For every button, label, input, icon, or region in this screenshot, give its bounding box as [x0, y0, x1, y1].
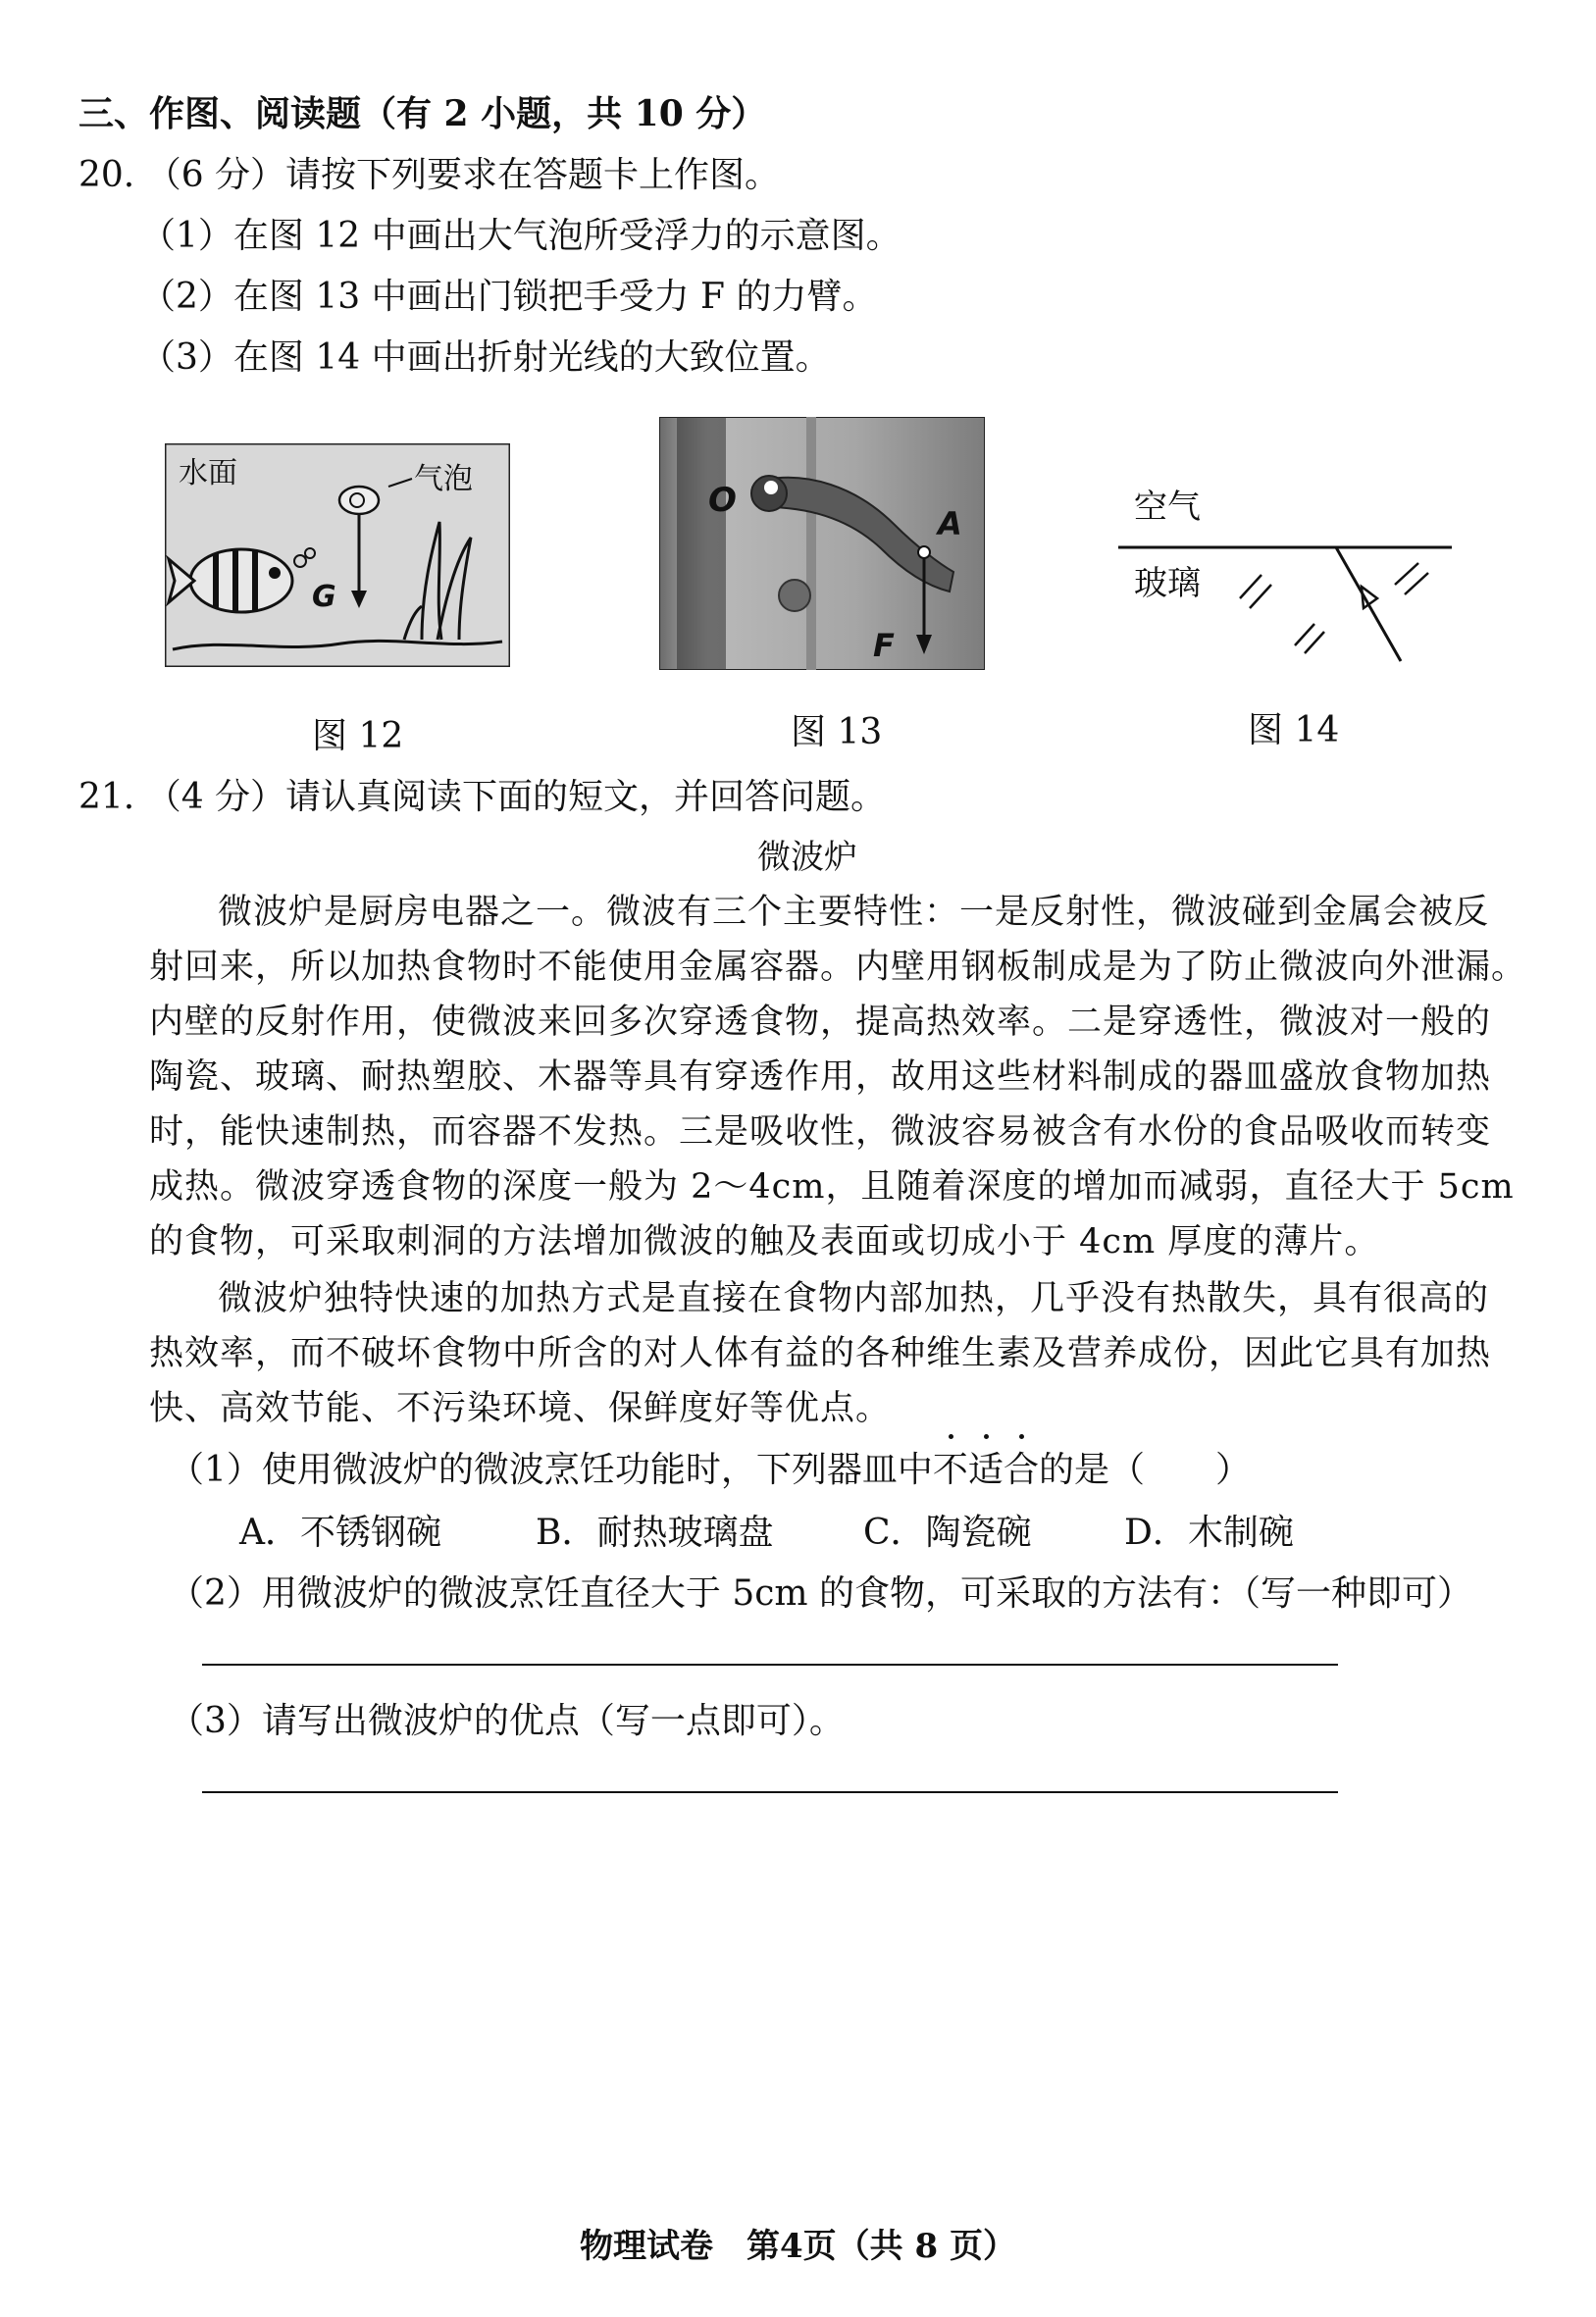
- q20-item-2: （2）在图 13 中画出门锁把手受力 F 的力臂。: [140, 277, 878, 317]
- q21-sub2: （2）用微波炉的微波烹饪直径大于 5cm 的食物，可采取的方法有：（写一种即可）: [169, 1573, 1472, 1614]
- fig13-a-label: A: [938, 505, 962, 542]
- fig14-air-label: 空气: [1134, 488, 1201, 527]
- emphasis-char-3: 合: [1004, 1442, 1039, 1492]
- para2-line-2: 热效率，而不破坏食物中所含的对人体有益的各种维生素及营养成份，因此它具有加热: [149, 1334, 1492, 1373]
- page-footer: 物理试卷 第4页（共 8 页）: [580, 2227, 1016, 2266]
- para1-line-4: 陶瓷、玻璃、耐热塑胶、木器等具有穿透作用，故用这些材料制成的器皿盛放食物加热: [149, 1057, 1492, 1097]
- article-title: 微波炉: [757, 838, 857, 877]
- fig14-caption: 图 14: [1248, 710, 1340, 750]
- figure-12: [165, 443, 510, 667]
- q21-stem: 21. （4 分）请认真阅读下面的短文，并回答问题。: [78, 777, 887, 817]
- fig13-caption: 图 13: [791, 712, 883, 752]
- para1-line-6: 成热。微波穿透食物的深度一般为 2～4cm，且随着深度的增加而减弱，直径大于 5cm: [149, 1167, 1515, 1207]
- emphasis-char-2: 适: [968, 1442, 1004, 1492]
- glass-hatching: [1240, 563, 1428, 653]
- option-a: A．不锈钢碗: [239, 1513, 441, 1553]
- section-heading: 三、作图、阅读题（有 2 小题，共 10 分）: [78, 93, 767, 134]
- fig12-water-label: 水面: [179, 456, 237, 490]
- sub1-prefix: （1）使用微波炉的微波烹饪功能时，下列器皿中: [169, 1450, 933, 1490]
- para2-line-1: 微波炉独特快速的加热方式是直接在食物内部加热，几乎没有热散失，具有很高的: [218, 1279, 1490, 1318]
- big-bubble: [339, 487, 379, 514]
- fig12-g-label: G: [312, 580, 336, 614]
- q20-item-3: （3）在图 14 中画出折射光线的大致位置。: [140, 337, 831, 378]
- option-d: D．木制碗: [1124, 1513, 1294, 1553]
- fig12-caption: 图 12: [312, 716, 404, 756]
- fig12-bubble-label: 气泡: [414, 462, 473, 496]
- para1-line-1: 微波炉是厨房电器之一。微波有三个主要特性：一是反射性，微波碰到金属会被反: [218, 893, 1490, 932]
- para1-line-2: 射回来，所以加热食物时不能使用金属容器。内壁用钢板制成是为了防止微波向外泄漏。: [149, 948, 1527, 987]
- para2-line-3: 快、高效节能、不污染环境、保鲜度好等优点。: [149, 1389, 892, 1428]
- answer-line-3[interactable]: [202, 1791, 1338, 1793]
- q21-sub1: [169, 1442, 1251, 1492]
- q20-stem: 20. （6 分）请按下列要求在答题卡上作图。: [78, 155, 781, 195]
- q20-item-1: （1）在图 12 中画出大气泡所受浮力的示意图。: [140, 216, 901, 256]
- keyhole: [779, 580, 810, 611]
- figure-13: [659, 417, 985, 670]
- emphasis-char-1: 不: [933, 1442, 968, 1492]
- point-a: [918, 546, 930, 558]
- sub1-suffix: 的是（ ）: [1038, 1450, 1251, 1490]
- answer-line-2[interactable]: [202, 1664, 1338, 1666]
- fig13-o-label: O: [708, 481, 737, 520]
- para1-line-5: 时，能快速制热，而容器不发热。三是吸收性，微波容易被含有水份的食品吸收而转变: [149, 1112, 1492, 1152]
- fig14-glass-label: 玻璃: [1134, 564, 1201, 603]
- option-b: B．耐热玻璃盘: [536, 1513, 774, 1553]
- fig13-f-label: F: [873, 627, 895, 664]
- para1-line-3: 内壁的反射作用，使微波来回多次穿透食物，提高热效率。二是穿透性，微波对一般的: [149, 1003, 1492, 1042]
- para1-line-7: 的食物，可采取刺洞的方法增加微波的触及表面或切成小于 4cm 厚度的薄片。: [149, 1222, 1380, 1261]
- q21-sub3: （3）请写出微波炉的优点（写一点即可）。: [169, 1701, 845, 1741]
- figure-14: [1118, 479, 1462, 691]
- option-c: C．陶瓷碗: [863, 1513, 1032, 1553]
- pivot-point-o: [764, 481, 778, 494]
